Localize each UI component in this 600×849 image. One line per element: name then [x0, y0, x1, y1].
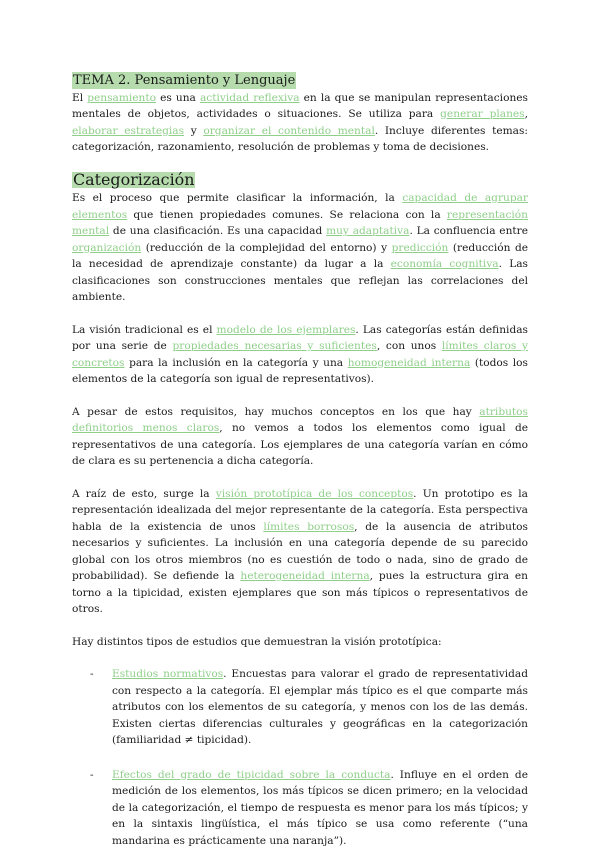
keyword-limites-borrosos: límites borrosos: [263, 521, 354, 533]
list-dash: -: [90, 767, 94, 784]
list-item: [72, 666, 528, 749]
keyword-efectos-tipicidad: Efectos del grado de tipicidad sobre la conducta: [112, 769, 390, 781]
keyword-economia-cognitiva: economía cognitiva: [391, 258, 499, 270]
text: . Las clasificaciones son construcciones mentales que reflejan las correlaciones del ambiente.: [72, 258, 528, 303]
keyword-heterogeneidad-interna: heterogeneidad interna: [240, 570, 369, 582]
text: . Un prototipo es la representación idealizada del mejor representante de la categoría. Esta perspectiva habla de la existencia de unos: [72, 488, 528, 533]
paragraph-studies-intro: Hay distintos tipos de estudios que demuestran la visión prototípica:: [72, 634, 528, 651]
keyword-vision-prototipica: visión prototípica de los conceptos: [216, 488, 413, 500]
keyword-propiedades-necesarias: propiedades necesarias y suficientes: [173, 340, 377, 352]
keyword-prediccion: predicción: [392, 242, 449, 254]
text: que tienen propiedades comunes. Se relaciona con la: [127, 209, 447, 221]
keyword-atributos-definitorios: atributos definitorios menos claros: [72, 406, 528, 435]
text: La visión tradicional es el: [72, 324, 217, 336]
text: A pesar de estos requisitos, hay muchos conceptos en los que hay: [72, 406, 479, 418]
text: en la que se manipulan representaciones mentales de objetos, actividades o situaciones. Se utiliza para: [72, 92, 528, 121]
keyword-generar-planes: generar planes: [440, 108, 524, 120]
paragraph-traditional-view: [72, 322, 528, 388]
section-heading: Categorización: [72, 172, 195, 189]
intro-paragraph: [72, 90, 528, 156]
studies-list: [72, 666, 528, 849]
text: , no vemos a todos los elementos como igual de representativos de una categoría. Los ejemplares de una categoría varían en cómo de clara es su pertenencia a dicha categoría.: [72, 422, 528, 467]
paragraph-requirements: [72, 404, 528, 470]
text: A raíz de esto, surge la: [72, 488, 216, 500]
keyword-representacion-mental: representación mental: [72, 209, 528, 238]
text: , con unos: [377, 340, 442, 352]
text: . Incluye diferentes temas: categorización, razonamiento, resolución de problemas y toma de decisiones.: [72, 125, 528, 154]
keyword-modelo-ejemplares: modelo de los ejemplares: [217, 324, 356, 336]
keyword-capacidad-agrupar: capacidad de agrupar elementos: [72, 192, 528, 221]
paragraph-prototype-view: [72, 486, 528, 618]
text: El: [72, 92, 87, 104]
text: . Encuestas para valorar el grado de representatividad con respecto a la categoría. El ejemplar más típico es el que comparte más atributos con los elementos de su categoría, y menos con los de las demás. Existen ciertas diferencias culturales y geográficas en la categorización (familiaridad ≠ tipicidad).: [112, 668, 528, 746]
text: . Influye en el orden de medición de los elementos, los más típicos se dicen primero; en la velocidad de la categorización, el tiempo de respuesta es menor para los más típicos; y en la sintaxis lingüística, el más típico se usa como referente (“una mandarina es prácticamente una naranja”).: [112, 769, 528, 847]
keyword-organizacion: organización: [72, 242, 141, 254]
text: (todos los elementos de la categoría son igual de representativos).: [72, 357, 528, 386]
text: y: [184, 125, 203, 137]
keyword-limites-claros: límites claros y concretos: [72, 340, 528, 369]
text: . La confluencia entre: [409, 225, 528, 237]
text: . Las categorías están definidas por una serie de: [72, 324, 528, 353]
text: (reducción de la complejidad del entorno) y: [141, 242, 391, 254]
list-item: [72, 767, 528, 849]
text: , pues la estructura gira en torno a la tipicidad, existen ejemplares que son más típicos o representativos de otros.: [72, 570, 528, 615]
keyword-pensamiento: pensamiento: [87, 92, 156, 104]
keyword-homogeneidad-interna: homogeneidad interna: [348, 357, 471, 369]
keyword-muy-adaptativa: muy adaptativa: [326, 225, 409, 237]
text: para la inclusión en la categoría y una: [124, 357, 347, 369]
text: , de la ausencia de atributos necesarios y suficientes. La inclusión en una categoría depende de su parecido global con los otros miembros (no es cuestión de todo o nada, sino de grado de probabilidad). Se defiende la: [72, 521, 528, 583]
paragraph-definition: [72, 190, 528, 306]
text: (reducción de la necesidad de aprendizaje constante) da lugar a la: [72, 242, 528, 271]
keyword-actividad-reflexiva: actividad reflexiva: [200, 92, 300, 104]
page-title: TEMA 2. Pensamiento y Lenguaje: [72, 72, 296, 89]
keyword-elaborar-estrategias: elaborar estrategias: [72, 125, 184, 137]
text: es una: [156, 92, 200, 104]
text: Es el proceso que permite clasificar la información, la: [72, 192, 402, 204]
text: de una clasificación. Es una capacidad: [109, 225, 326, 237]
list-dash: -: [90, 666, 94, 683]
keyword-organizar-contenido: organizar el contenido mental: [203, 125, 375, 137]
keyword-estudios-normativos: Estudios normativos: [112, 668, 223, 680]
text: ,: [525, 108, 528, 120]
